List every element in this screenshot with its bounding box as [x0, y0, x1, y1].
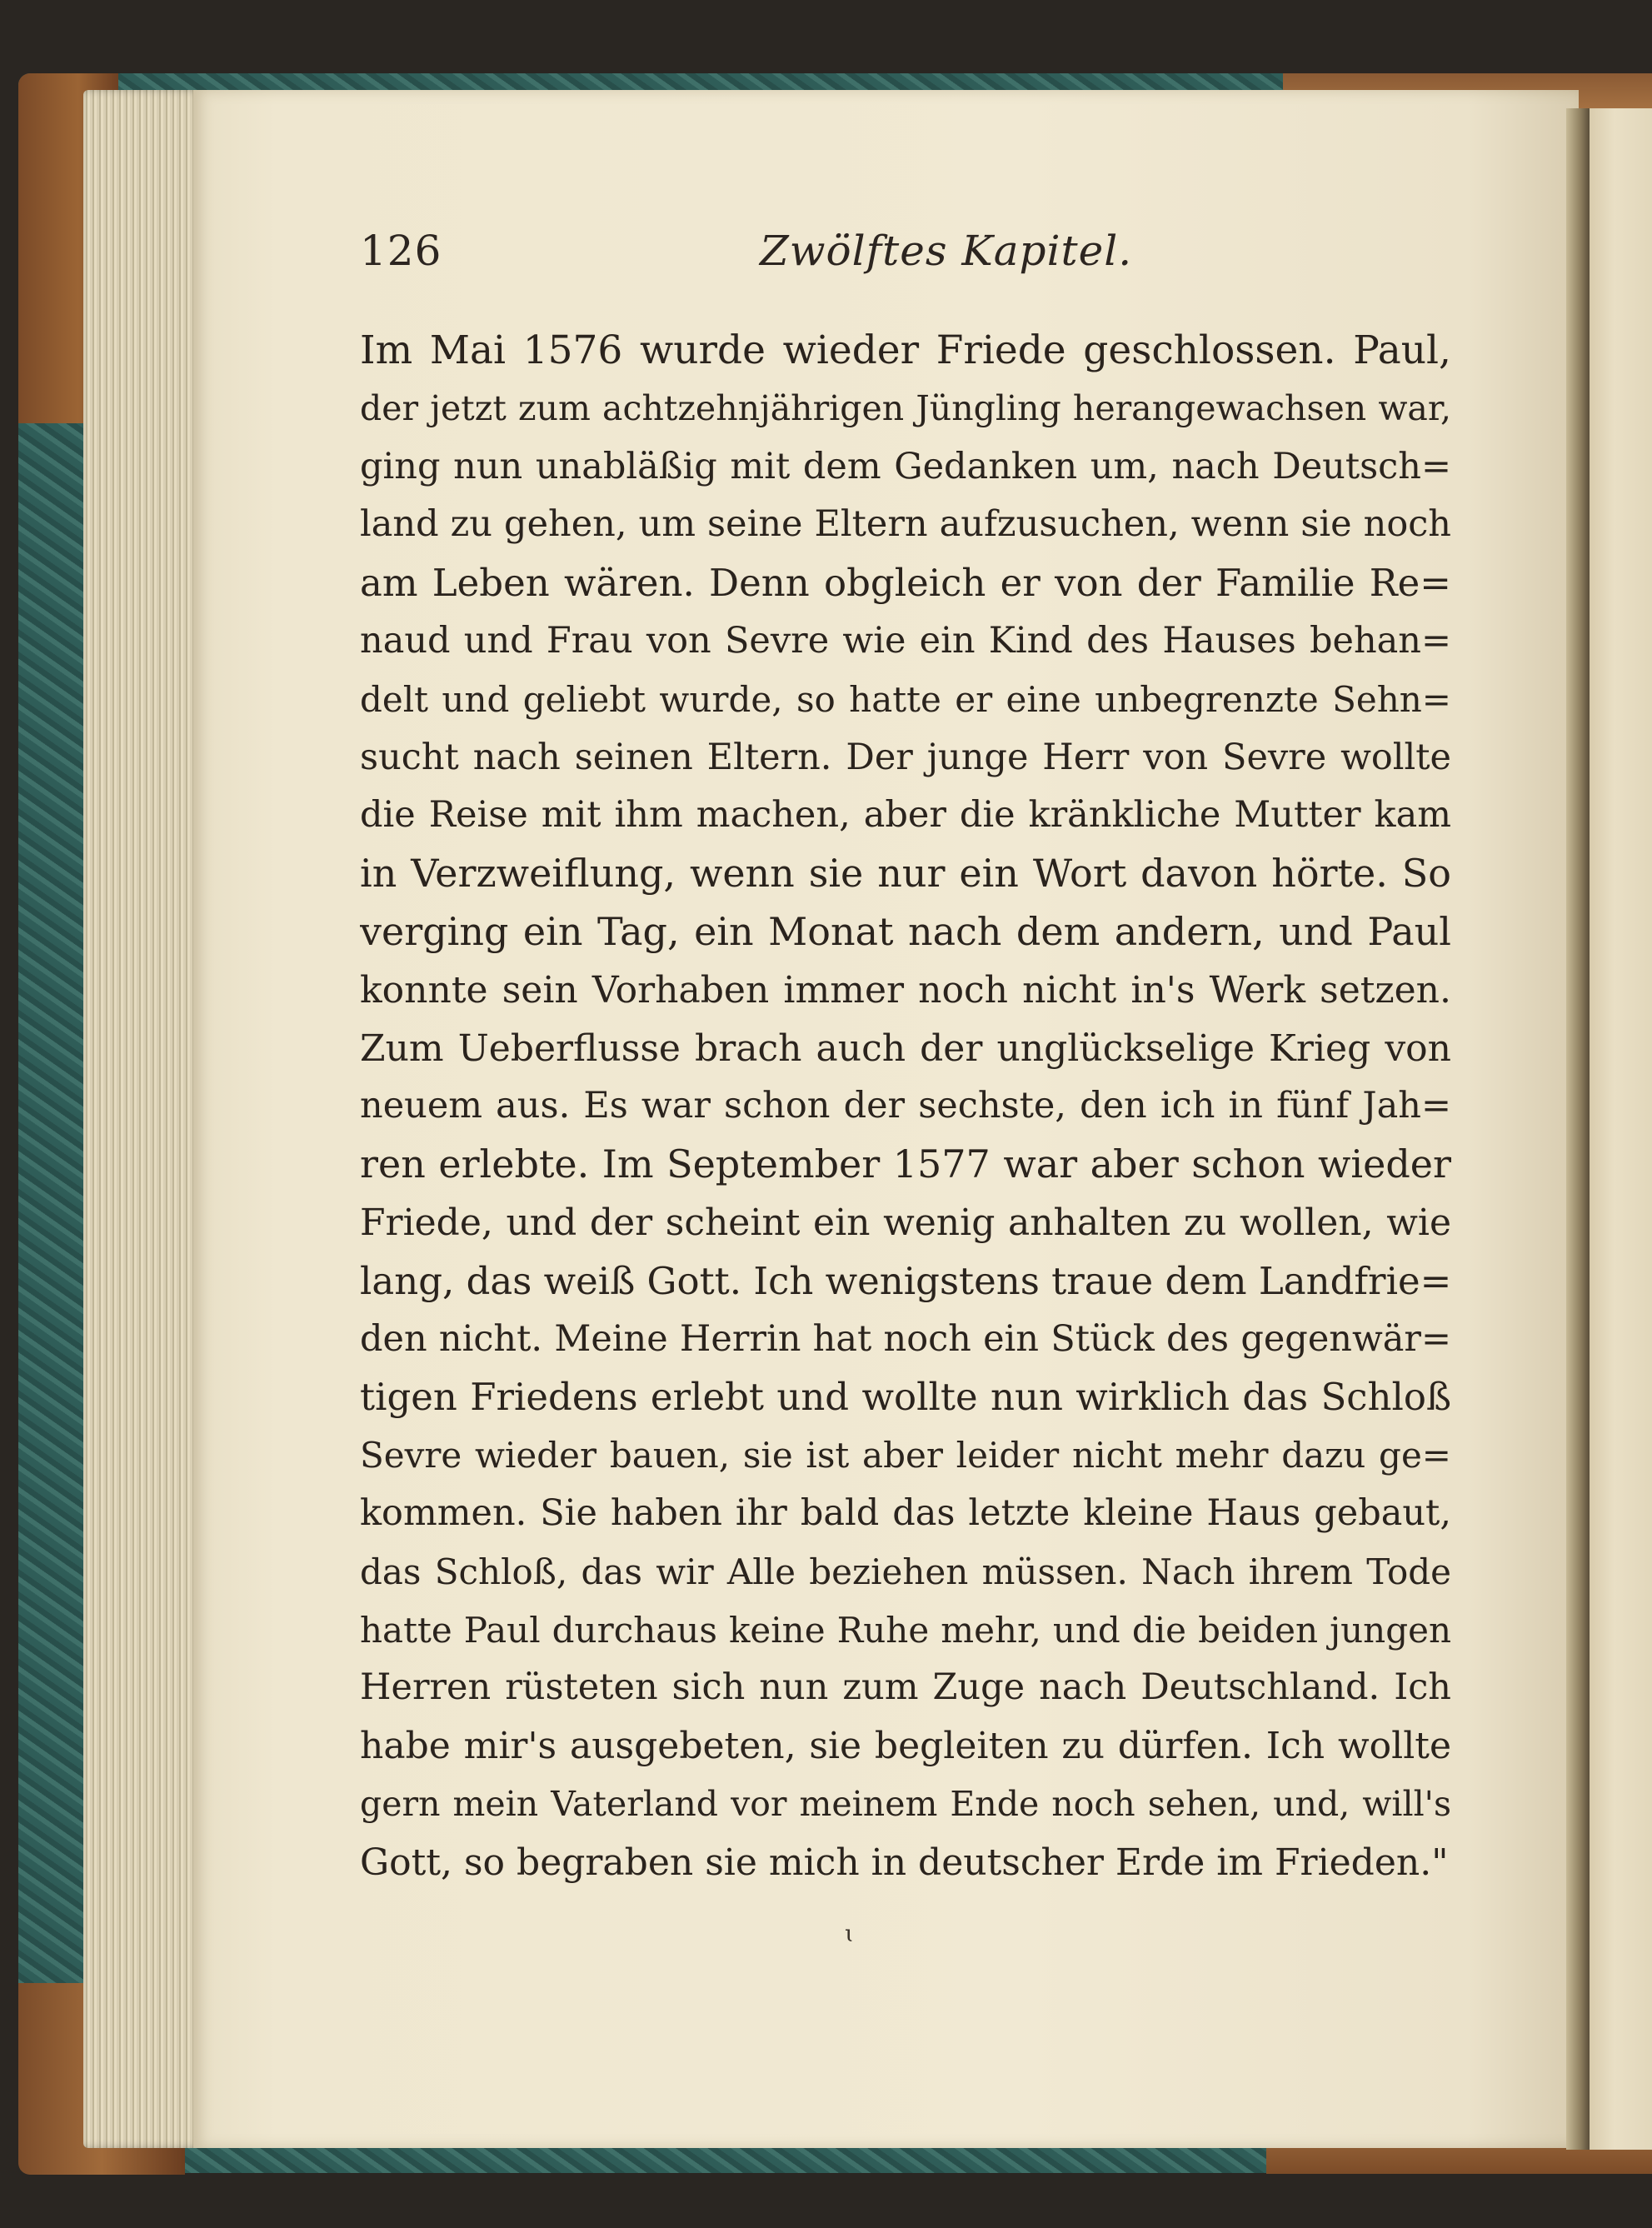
facing-page-edge [1590, 108, 1652, 2150]
text-line: der jetzt zum achtzehnjährigen Jüngling herangewachsen war, [360, 387, 1451, 428]
text-line: Sevre wieder bauen, sie ist aber leider nicht mehr dazu ge= [360, 1435, 1451, 1476]
text-line: Gott, so begraben sie mich in deutscher Erde im Frieden." [360, 1841, 1449, 1884]
text-line: am Leben wären. Denn obgleich er von der Familie Re= [360, 561, 1451, 606]
text-line: sucht nach seinen Eltern. Der junge Herr von Sevre wollte [360, 736, 1451, 778]
text-line: ging nun unabläßig mit dem Gedanken um, nach Deutsch= [360, 445, 1451, 487]
text-line: Im Mai 1576 wurde wieder Friede geschlossen. Paul, [360, 327, 1451, 373]
text-line: in Verzweiflung, wenn sie nur ein Wort davon hörte. So [360, 851, 1451, 897]
text-line: gern mein Vaterland vor meinem Ende noch sehen, und, will's [360, 1783, 1451, 1824]
text-line: naud und Frau von Sevre wie ein Kind des Hauses behan= [360, 619, 1451, 662]
stray-ink-mark: ɩ [845, 1920, 854, 1947]
text-line: neuem aus. Es war schon der sechste, den ich in fünf Jah= [360, 1085, 1451, 1127]
text-line: habe mir's ausgebeten, sie begleiten zu dürfen. Ich wollte [360, 1725, 1451, 1768]
text-line: die Reise mit ihm machen, aber die kränkliche Mutter kam [360, 794, 1451, 837]
text-line: den nicht. Meine Herrin hat noch ein Stück des gegenwär= [360, 1317, 1451, 1360]
text-line: delt und geliebt wurde, so hatte er eine unbegrenzte Sehn= [360, 678, 1451, 720]
text-line: konnte sein Vorhaben immer noch nicht in's Werk setzen. [360, 968, 1451, 1012]
text-line: land zu gehen, um seine Eltern aufzusuchen, wenn sie noch [360, 503, 1451, 546]
text-line: Herren rüsteten sich nun zum Zuge nach Deutschland. Ich [360, 1666, 1451, 1709]
text-line: lang, das weiß Gott. Ich wenigstens traue dem Landfrie= [360, 1258, 1451, 1303]
text-line: tigen Friedens erlebt und wollte nun wirklich das Schloß [360, 1375, 1451, 1420]
book-gutter [1566, 108, 1590, 2150]
text-line: hatte Paul durchaus keine Ruhe mehr, und die beiden jungen [360, 1609, 1451, 1651]
chapter-title: Zwölftes Kapitel. [760, 227, 1133, 275]
text-line: Friede, und der scheint ein wenig anhalten zu wollen, wie [360, 1201, 1451, 1244]
text-line: ren erlebte. Im September 1577 war aber schon wieder [360, 1141, 1451, 1187]
page-number: 126 [360, 227, 442, 275]
text-line: Zum Ueberflusse brach auch der unglückselige Krieg von [360, 1027, 1451, 1070]
text-line: verging ein Tag, ein Monat nach dem andern, und Paul [360, 908, 1451, 954]
text-line: kommen. Sie haben ihr bald das letzte kleine Haus gebaut, [360, 1491, 1451, 1534]
text-line: das Schloß, das wir Alle beziehen müssen. Nach ihrem Tode [360, 1551, 1451, 1592]
body-text [360, 322, 1451, 1892]
running-header [360, 227, 1443, 285]
